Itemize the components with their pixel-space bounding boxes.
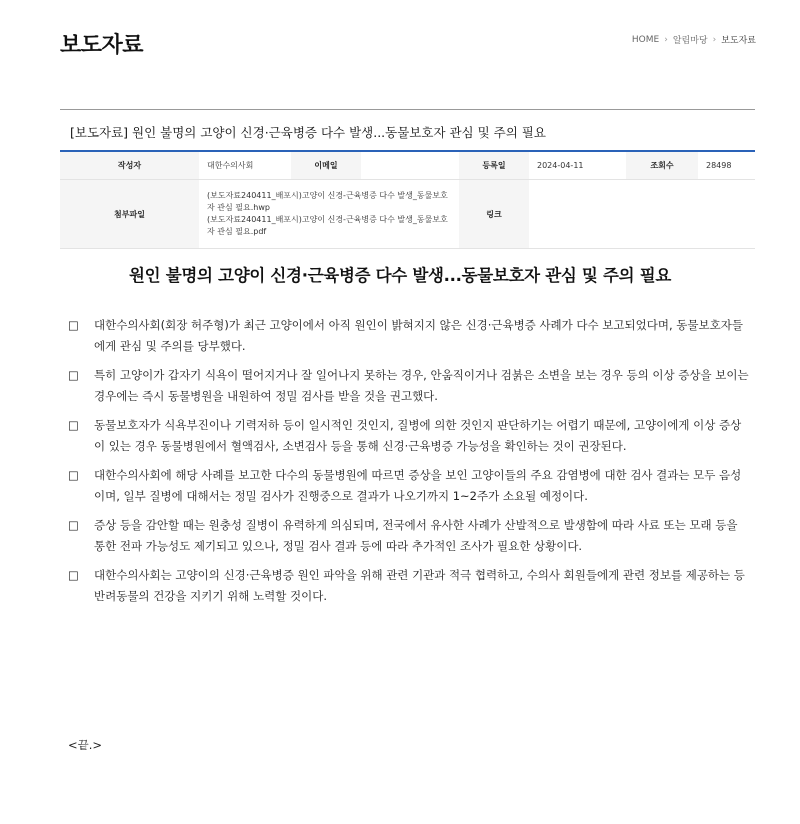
date-label: 등록일 xyxy=(459,151,529,180)
post-title: [보도자료] 원인 불명의 고양이 신경·근육병증 다수 발생...동물보호자 관심 및 주의 필요 xyxy=(70,125,546,140)
views-value: 28498 xyxy=(706,161,732,170)
paragraph-text: 증상 등을 감안할 때는 원충성 질병이 유력하게 의심되며, 전국에서 유사한 사례가 산발적으로 발생함에 따라 사료 또는 모래 등을 통한 전파 가능성도 제기되고 있으나, 정밀 검사 결과 등에 따라 추가적인 조사가 필요한 상황이다. xyxy=(94,518,738,553)
article-paragraph xyxy=(68,465,752,507)
page-title: 보도자료 xyxy=(60,33,144,58)
views-label: 조회수 xyxy=(626,151,698,180)
meta-row xyxy=(60,151,755,180)
breadcrumb-current: 보도자료 xyxy=(721,36,756,46)
article-paragraph xyxy=(68,515,752,557)
chevron-right-icon: › xyxy=(712,34,717,45)
email-label: 이메일 xyxy=(291,151,361,180)
checkbox-bullet-icon: □ xyxy=(68,318,79,332)
link-value xyxy=(529,180,755,249)
checkbox-bullet-icon: □ xyxy=(68,568,79,582)
article-headline: 원인 불명의 고양이 신경·근육병증 다수 발생...동물보호자 관심 및 주의 필요 xyxy=(128,266,672,285)
article-body xyxy=(68,315,752,615)
article-paragraph xyxy=(68,565,752,607)
post-meta-table xyxy=(60,150,755,249)
email-value xyxy=(361,151,459,180)
author-label: 작성자 xyxy=(60,151,199,180)
header-divider xyxy=(60,109,755,110)
breadcrumb-section-link[interactable]: 알림마당 xyxy=(672,36,708,46)
paragraph-text: 특히 고양이가 갑자기 식욕이 떨어지거나 잘 일어나지 못하는 경우, 안움직이거나 검붉은 소변을 보는 경우 등의 이상 증상을 보이는 경우에는 즉시 동물병원을 내원하여 정밀 검사를 받을 것을 권고했다. xyxy=(94,368,749,403)
attachment-link-hwp[interactable]: (보도자료240411_배포시)고양이 신경-근육병증 다수 발생_동물보호자 관심 필요.hwp xyxy=(207,191,448,212)
link-label: 링크 xyxy=(459,180,529,249)
chevron-right-icon: › xyxy=(664,34,668,45)
checkbox-bullet-icon: □ xyxy=(68,468,79,482)
attachment-link-pdf[interactable]: (보도자료240411_배포시)고양이 신경-근육병증 다수 발생_동물보호자 관심 필요.pdf xyxy=(207,215,448,236)
breadcrumb-home-link[interactable]: HOME xyxy=(631,34,660,45)
article-paragraph xyxy=(68,315,752,357)
checkbox-bullet-icon: □ xyxy=(68,518,79,532)
paragraph-text: 대한수의사회에 해당 사례를 보고한 다수의 동물병원에 따르면 증상을 보인 고양이들의 주요 감염병에 대한 검사 결과는 모두 음성이며, 일부 질병에 대해서는 정밀 검사가 진행중으로 결과가 나오기까지 1~2주가 소요될 예정이다. xyxy=(94,468,742,503)
paragraph-text: 대한수의사회(회장 허주형)가 최근 고양이에서 아직 원인이 밝혀지지 않은 신경·근육병증 사례가 다수 보고되었다며, 동물보호자들에게 관심 및 주의를 당부했다. xyxy=(94,318,743,353)
attachments-label: 첨부파일 xyxy=(60,180,199,249)
checkbox-bullet-icon: □ xyxy=(68,368,79,382)
paragraph-text: 동물보호자가 식욕부진이나 기력저하 등이 일시적인 것인지, 질병에 의한 것인지 판단하기는 어렵기 때문에, 고양이에게 이상 증상이 있는 경우 동물병원에서 혈액검사, 소변검사 등을 통해 신경·근육병증 가능성을 확인하는 것이 권장된다. xyxy=(94,418,742,453)
checkbox-bullet-icon: □ xyxy=(68,418,79,432)
meta-row xyxy=(60,180,755,249)
article-paragraph xyxy=(68,365,752,407)
end-mark: <끝.> xyxy=(68,738,103,752)
paragraph-text: 대한수의사회는 고양이의 신경·근육병증 원인 파악을 위해 관련 기관과 적극 협력하고, 수의사 회원들에게 관련 정보를 제공하는 등 반려동물의 건강을 지키기 위해 노력할 것이다. xyxy=(94,568,745,603)
article-paragraph xyxy=(68,415,752,457)
date-value: 2024-04-11 xyxy=(537,161,584,170)
breadcrumb xyxy=(632,33,756,46)
attachments-list xyxy=(199,180,459,249)
author-value: 대한수의사회 xyxy=(207,161,254,170)
